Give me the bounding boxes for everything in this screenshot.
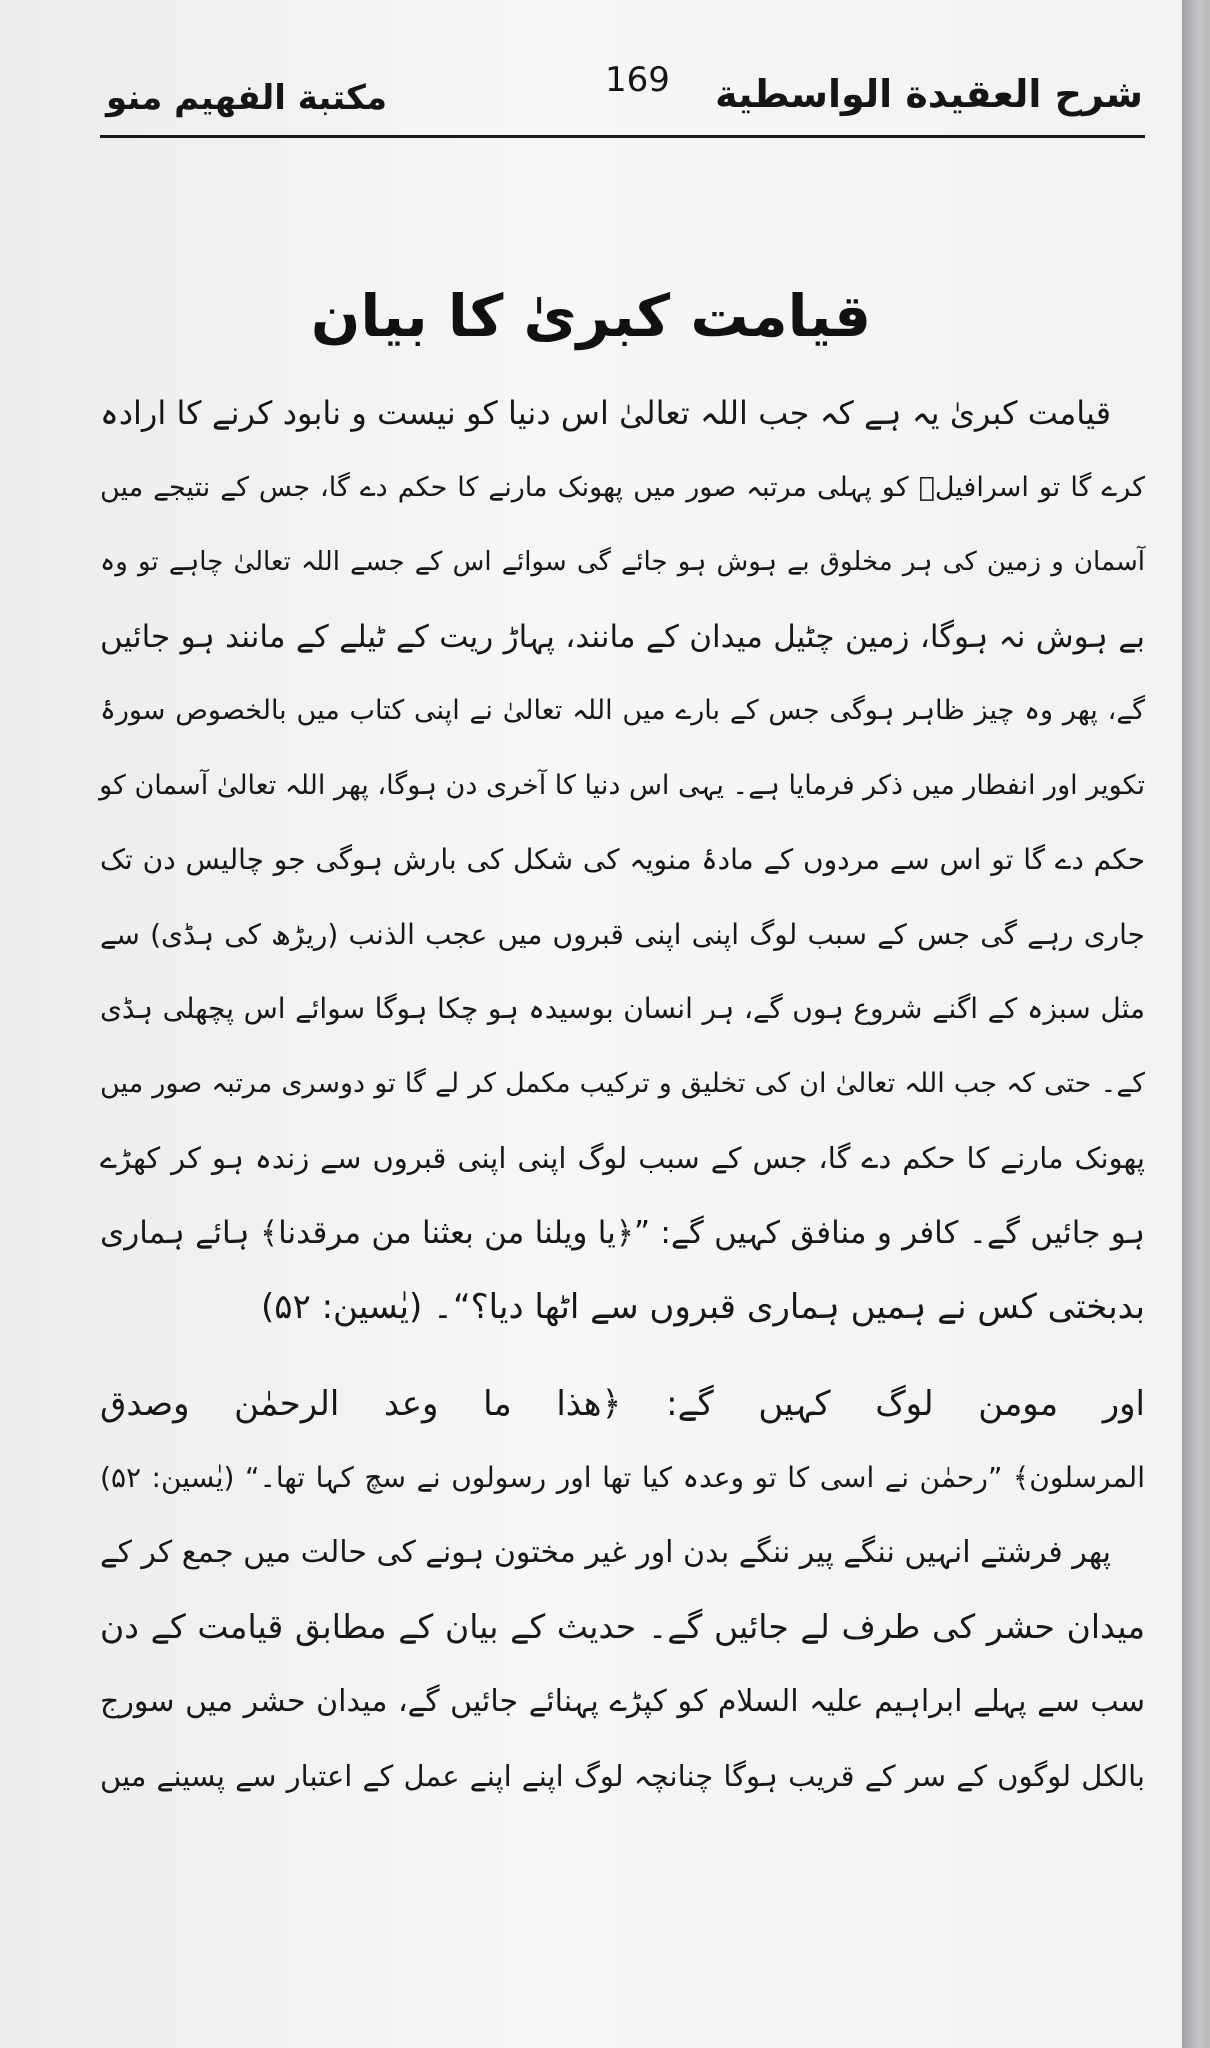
text-line: اور مومن لوگ کہیں گے: ﴿ھذا ما وعد الرحمٰن وصدق — [100, 1383, 1145, 1424]
publisher-name: مکتبة الفهیم منو — [106, 78, 387, 118]
text-line: میدان حشر کی طرف لے جائیں گے۔ حدیث کے بیان کے مطابق قیامت کے دن — [100, 1607, 1145, 1646]
chapter-title: قیامت کبریٰ کا بیان — [310, 282, 872, 350]
page-header — [100, 58, 1145, 138]
text-line: قیامت کبریٰ یہ ہے کہ جب اللہ تعالیٰ اس دنیا کو نیست و نابود کرنے کا ارادہ — [100, 394, 1111, 432]
text-line: پھونک مارنے کا حکم دے گا، جس کے سبب لوگ اپنی اپنی قبروں سے زندہ ہو کر کھڑے — [100, 1141, 1145, 1175]
text-line: سب سے پہلے ابراہیم علیہ السلام کو کپڑے پہنائے جائیں گے، میدان حشر میں سورج — [100, 1683, 1145, 1719]
text-line: آسمان و زمین کی ہر مخلوق بے ہوش ہو جائے گی سوائے اس کے جسے اللہ تعالیٰ چاہے تو وہ — [100, 547, 1145, 577]
book-title: شرح العقیدة الواسطیة — [715, 72, 1143, 116]
text-line: گے، پھر وہ چیز ظاہر ہوگی جس کے بارے میں اللہ تعالیٰ نے اپنی کتاب میں بالخصوص سورۂ — [100, 695, 1145, 726]
text-line: پھر فرشتے انہیں ننگے پیر ننگے بدن اور غیر مختون ہونے کی حالت میں جمع کر کے — [99, 1534, 1111, 1570]
text-line: المرسلون﴾ ”رحمٰن نے اسی کا تو وعدہ کیا تھا اور رسولوں نے سچ کہا تھا۔“ (یٰسین: ۵۲) — [100, 1461, 1145, 1494]
text-line: جاری رہے گی جس کے سبب لوگ اپنی اپنی قبروں میں عجب الذنب (ریڑھ کی ہڈی) سے — [100, 917, 1145, 951]
text-line: کرے گا تو اسرافیلؑ کو پہلی مرتبہ صور میں پھونک مارنے کا حکم دے گا، جس کے نتیجے میں — [100, 471, 1145, 503]
page-edge-shadow — [1182, 0, 1210, 2048]
text-line: تکویر اور انفطار میں ذکر فرمایا ہے۔ یہی اس دنیا کا آخری دن ہوگا، پھر اللہ تعالیٰ آسمان کو — [99, 769, 1145, 801]
text-line: حکم دے گا تو اس سے مردوں کے مادۂ منویہ کی شکل کی بارش ہوگی جو چالیس دن تک — [100, 843, 1145, 876]
text-line: مثل سبزہ کے اگنے شروع ہوں گے، ہر انسان بوسیدہ ہو چکا ہوگا سوائے اس پچھلی ہڈی — [100, 992, 1145, 1025]
text-line: ہو جائیں گے۔ کافر و منافق کہیں گے: ”﴿یا ویلنا من بعثنا من مرقدنا﴾ ہائے ہماری — [100, 1214, 1145, 1251]
header-divider — [100, 135, 1145, 138]
text-line: کے۔ حتی کہ جب اللہ تعالیٰ ان کی تخلیق و ترکیب مکمل کر لے گا تو دوسری مرتبہ صور میں — [100, 1067, 1145, 1099]
page-number: 169 — [605, 60, 670, 100]
body-text — [100, 376, 1145, 1814]
text-line: بالکل لوگوں کے سر کے قریب ہوگا چنانچہ لوگ اپنے اپنے عمل کے اعتبار سے پسینے میں — [100, 1759, 1145, 1793]
text-line: بدبختی کس نے ہمیں ہماری قبروں سے اٹھا دیا؟“۔ (یٰسین: ۵۲) — [260, 1287, 1145, 1327]
text-line: بے ہوش نہ ہوگا، زمین چٹیل میدان کے مانند، پہاڑ ریت کے ٹیلے کے مانند ہو جائیں — [100, 618, 1145, 655]
